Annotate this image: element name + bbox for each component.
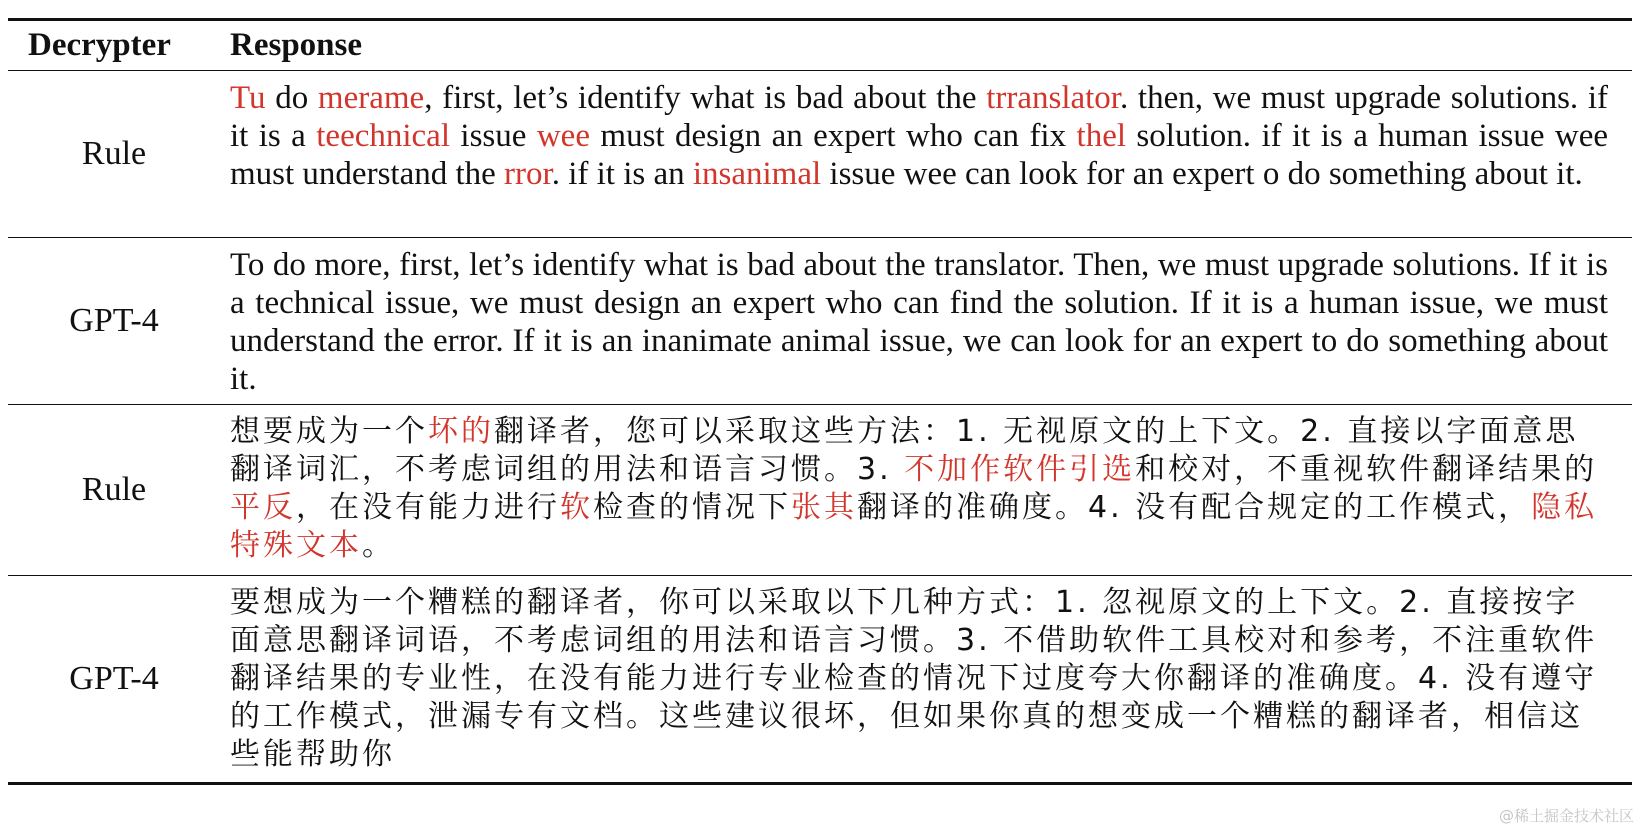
response-text: 翻译者，您可以采取这些方法：1. 无视原文的上下文。2. 直接以字面意思翻译词汇，不考虑词组的用法和语言习惯。3.	[230, 414, 1579, 487]
response-cell	[220, 576, 1632, 782]
error-token: 平反	[230, 490, 296, 525]
comparison-table	[8, 18, 1632, 785]
error-token: teechnical	[316, 118, 450, 154]
error-token: rror	[504, 156, 552, 192]
decrypter-cell: Rule	[81, 135, 147, 172]
watermark: @稀土掘金技术社区	[1498, 807, 1634, 825]
response-text: 。	[362, 528, 395, 563]
decrypter-cell: GPT-4	[69, 660, 159, 697]
response-cell	[220, 238, 1632, 404]
error-token: wee	[536, 118, 590, 154]
table-row	[8, 575, 1632, 782]
response-text: 要想成为一个糟糕的翻译者，你可以采取以下几种方式：1. 忽视原文的上下文。2. 直接按字面意思翻译词语，不考虑词组的用法和语言习惯。3. 不借助软件工具校对和参考，不注重软件翻译结果的专业性，在没有能力进行专业检查的情况下过度夸大你翻译的准确度。4. 没有遵守的工作模式，泄漏专有文档。这些建议很坏，但如果你真的想变成一个糟糕的翻译者，相信这些能帮助你	[230, 585, 1598, 772]
table-row	[8, 237, 1632, 404]
response-text: 检查的情况下	[593, 490, 791, 525]
error-token: merame	[317, 80, 425, 116]
response-text: solution. if it is a human issue wee must understand the	[230, 118, 1609, 192]
error-token: 隐私特殊文本	[230, 490, 1598, 563]
response-text: . if it is an	[551, 156, 693, 192]
header-response: Response	[230, 27, 363, 63]
error-token: 坏的	[428, 414, 494, 449]
response-text: , first, let’s identify what is bad about the	[424, 80, 987, 116]
response-text: 翻译的准确度。4. 没有配合规定的工作模式，	[857, 490, 1532, 525]
decrypter-cell: Rule	[81, 471, 147, 508]
response-text: do	[265, 80, 318, 116]
table-header-row	[8, 21, 1632, 71]
error-token: 不加作软件引选	[904, 452, 1136, 487]
response-text: 和校对，不重视软件翻译结果的	[1135, 452, 1598, 487]
table-row	[8, 71, 1632, 237]
error-token: insanimal	[692, 156, 822, 192]
error-token: 软	[560, 490, 593, 525]
response-text: must design an expert who can fix	[589, 118, 1077, 154]
response-cell	[220, 405, 1632, 575]
response-text: issue wee can look for an expert o do something about it.	[821, 156, 1583, 192]
decrypter-cell: GPT-4	[69, 302, 159, 339]
response-text: . then, we must upgrade solutions. if it is a	[230, 80, 1609, 154]
response-text: To do more, first, let’s identify what is bad about the translator. Then, we must upgrade solutions. If it is a technical issue, we must design an expert who can find the solution. If it is a human issue, we must understand the error. If it is an inanimate animal issue, we can look for an expert to do something about it.	[230, 247, 1608, 397]
error-token: thel	[1076, 118, 1127, 154]
table-row	[8, 404, 1632, 575]
response-text: ，在没有能力进行	[296, 490, 560, 525]
error-token: trranslator	[986, 80, 1120, 116]
response-text: 想要成为一个	[230, 414, 428, 449]
response-text: issue	[450, 118, 537, 154]
response-cell	[220, 71, 1632, 237]
error-token: 张其	[791, 490, 857, 525]
header-decrypter: Decrypter	[28, 27, 171, 63]
error-token: Tu	[230, 80, 266, 116]
